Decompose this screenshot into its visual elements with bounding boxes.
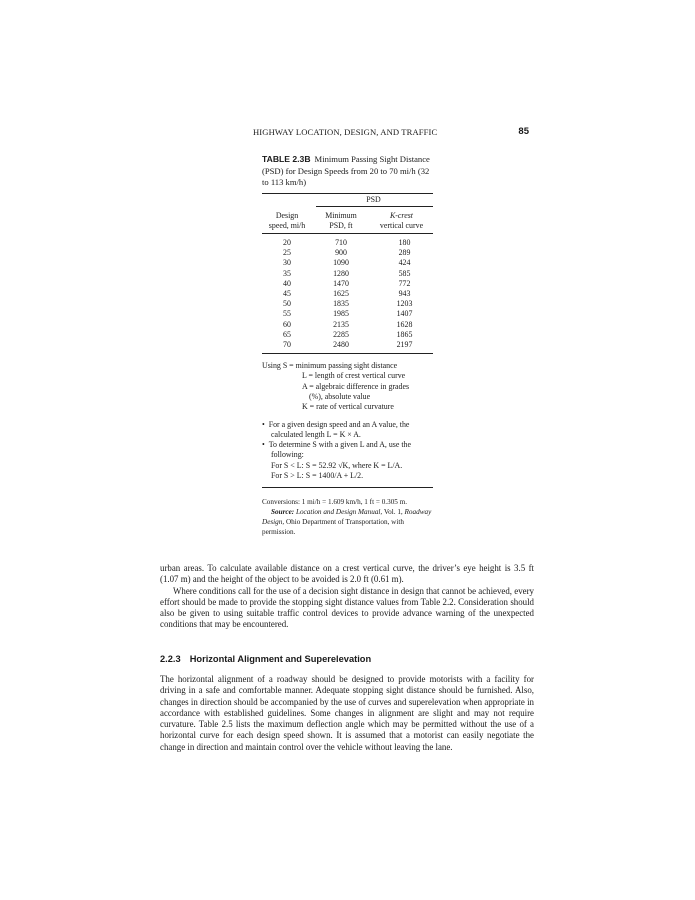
col3-line1: K-crest [390, 211, 413, 220]
bullet-item: • To determine S with a given L and A, use the following: [262, 440, 411, 460]
section-title: Horizontal Alignment and Superelevation [189, 654, 372, 664]
cell-k: 943 [398, 288, 411, 298]
cell-speed: 60 [283, 319, 291, 329]
source-volume: Vol. 1, [383, 508, 403, 517]
cell-k: 1865 [396, 329, 413, 339]
cell-psd: 2285 [333, 329, 349, 339]
table-bottom-rule [262, 353, 433, 354]
cell-k: 585 [398, 268, 411, 278]
paragraph: urban areas. To calculate available distance on a crest vertical curve, the driver’s eye height is 3.5 ft (1.07 m) and the height of the object to be avoided is 2.0 ft (0.61 m). [160, 563, 534, 585]
table-caption [262, 154, 438, 189]
table-bullets [262, 420, 433, 482]
section-number: 2.2.3 [160, 654, 181, 664]
table-body [262, 234, 433, 350]
bullet-text: To determine S with a given L and A, use the following: [268, 440, 411, 460]
note-line: L = length of crest vertical curve [302, 371, 406, 381]
cell-speed: 70 [283, 339, 291, 349]
table-row [262, 279, 433, 289]
col3-line2: vertical curve [379, 221, 424, 230]
cell-speed: 50 [283, 299, 291, 309]
paragraph: Where conditions call for the use of a decision sight distance in design that cannot be achieved, every effort should be made to provide the stopping sight distance values from Table 2.2. Consideration should also be given to using suitable traffic control devices to provide advance warning of the unexpected conditions that may be encountered. [160, 585, 534, 630]
source-rest: Ohio Department of Transportation, with permission. [262, 518, 404, 537]
cell-k: 289 [398, 248, 411, 258]
cell-speed: 55 [283, 309, 291, 319]
table-footnote [262, 494, 433, 537]
table-row [262, 340, 433, 350]
running-header [160, 126, 532, 140]
col-min-psd [312, 211, 370, 233]
source-label: Source: [271, 508, 295, 517]
paragraph: The horizontal alignment of a roadway should be designed to provide motorists with a facility for driving in a safe and comfortable manner. Adequate stopping sight distance should be furnished. Also, changes in direction should be accompanied by the use of curves and superelevation when appropriate in accordance with established guidelines. Some changes in alignment are slight and may not require curvature. Table 2.5 lists the maximum deflection angle which may be permitted without the use of a horizontal curve for each design speed shown. It is assumed that a motorist can easily negotiate the change in direction and maintain control over the vehicle without leaving the lane. [160, 674, 534, 752]
cell-speed: 35 [283, 268, 291, 278]
table-row [262, 309, 433, 319]
table-row [262, 330, 433, 340]
cell-k: 1407 [396, 309, 413, 319]
body-text-lower [160, 674, 534, 753]
cell-k: 180 [398, 238, 411, 247]
body-text-upper [160, 563, 534, 631]
note-line: A = algebraic difference in grades [302, 381, 410, 391]
col1-line1: Design [275, 211, 299, 220]
cell-psd: 1985 [333, 309, 349, 319]
table-notes [262, 361, 433, 412]
cell-psd: 900 [335, 248, 347, 258]
column-headers [262, 207, 433, 233]
running-title: HIGHWAY LOCATION, DESIGN, AND TRAFFIC [253, 127, 438, 137]
note-line: (%), absolute value [309, 391, 371, 401]
table-row [262, 248, 433, 258]
col2-line2: PSD, ft [329, 221, 353, 230]
cell-speed: 65 [283, 329, 291, 339]
notes-rule [262, 487, 433, 488]
table-caption-text: Minimum Passing Sight Distance (PSD) for Design Speeds from 20 to 70 mi/h (32 to 113 km/h) [262, 154, 430, 187]
cell-k: 772 [398, 278, 411, 288]
cell-speed: 40 [283, 278, 291, 288]
cell-psd: 1470 [333, 278, 349, 288]
col1-line2: speed, mi/h [268, 221, 306, 230]
cell-psd: 710 [335, 238, 347, 247]
table-row [262, 258, 433, 268]
page-number: 85 [518, 126, 529, 137]
bullet-text: For a given design speed and an A value, the calculated length L = K × A. [268, 419, 410, 439]
cell-psd: 1090 [333, 258, 349, 268]
table-row [262, 238, 433, 248]
col-design-speed [262, 211, 312, 233]
cell-k: 1628 [396, 319, 413, 329]
cell-psd: 1835 [333, 299, 349, 309]
cell-psd: 2480 [333, 339, 349, 349]
source-note [262, 507, 433, 537]
cell-speed: 45 [283, 288, 291, 298]
conversions-note: Conversions: 1 mi/h = 1.609 km/h, 1 ft = 0.305 m. [262, 498, 408, 507]
table-row [262, 299, 433, 309]
cell-k: 424 [398, 258, 411, 268]
group-header: PSD [366, 195, 381, 204]
cell-k: 1203 [396, 299, 413, 309]
cell-speed: 25 [283, 248, 291, 258]
formula-line: For S < L: S = 52.92 √K, where K = L/A. [271, 460, 403, 470]
source-subtitle: Roadway Design, [262, 508, 432, 527]
cell-k: 2197 [396, 339, 413, 349]
table-label: TABLE 2.3B [262, 154, 311, 164]
table-row [262, 320, 433, 330]
cell-speed: 20 [283, 238, 291, 247]
note-line: K = rate of vertical curvature [302, 402, 394, 412]
cell-psd: 1280 [333, 268, 349, 278]
section-heading [160, 654, 371, 664]
cell-psd: 2135 [333, 319, 349, 329]
cell-speed: 30 [283, 258, 291, 268]
table-row [262, 289, 433, 299]
bullet-item: • For a given design speed and an A value, the calculated length L = K × A. [262, 419, 410, 439]
psd-table [262, 193, 433, 537]
col2-line1: Minimum [325, 211, 357, 220]
col-k-crest [370, 211, 433, 233]
formula-line: For S > L: S = 1400/A + L/2. [271, 471, 364, 481]
source-title: Location and Design Manual, [295, 508, 383, 517]
note-line: Using S = minimum passing sight distance [262, 361, 398, 371]
cell-psd: 1625 [333, 288, 349, 298]
table-row [262, 269, 433, 279]
